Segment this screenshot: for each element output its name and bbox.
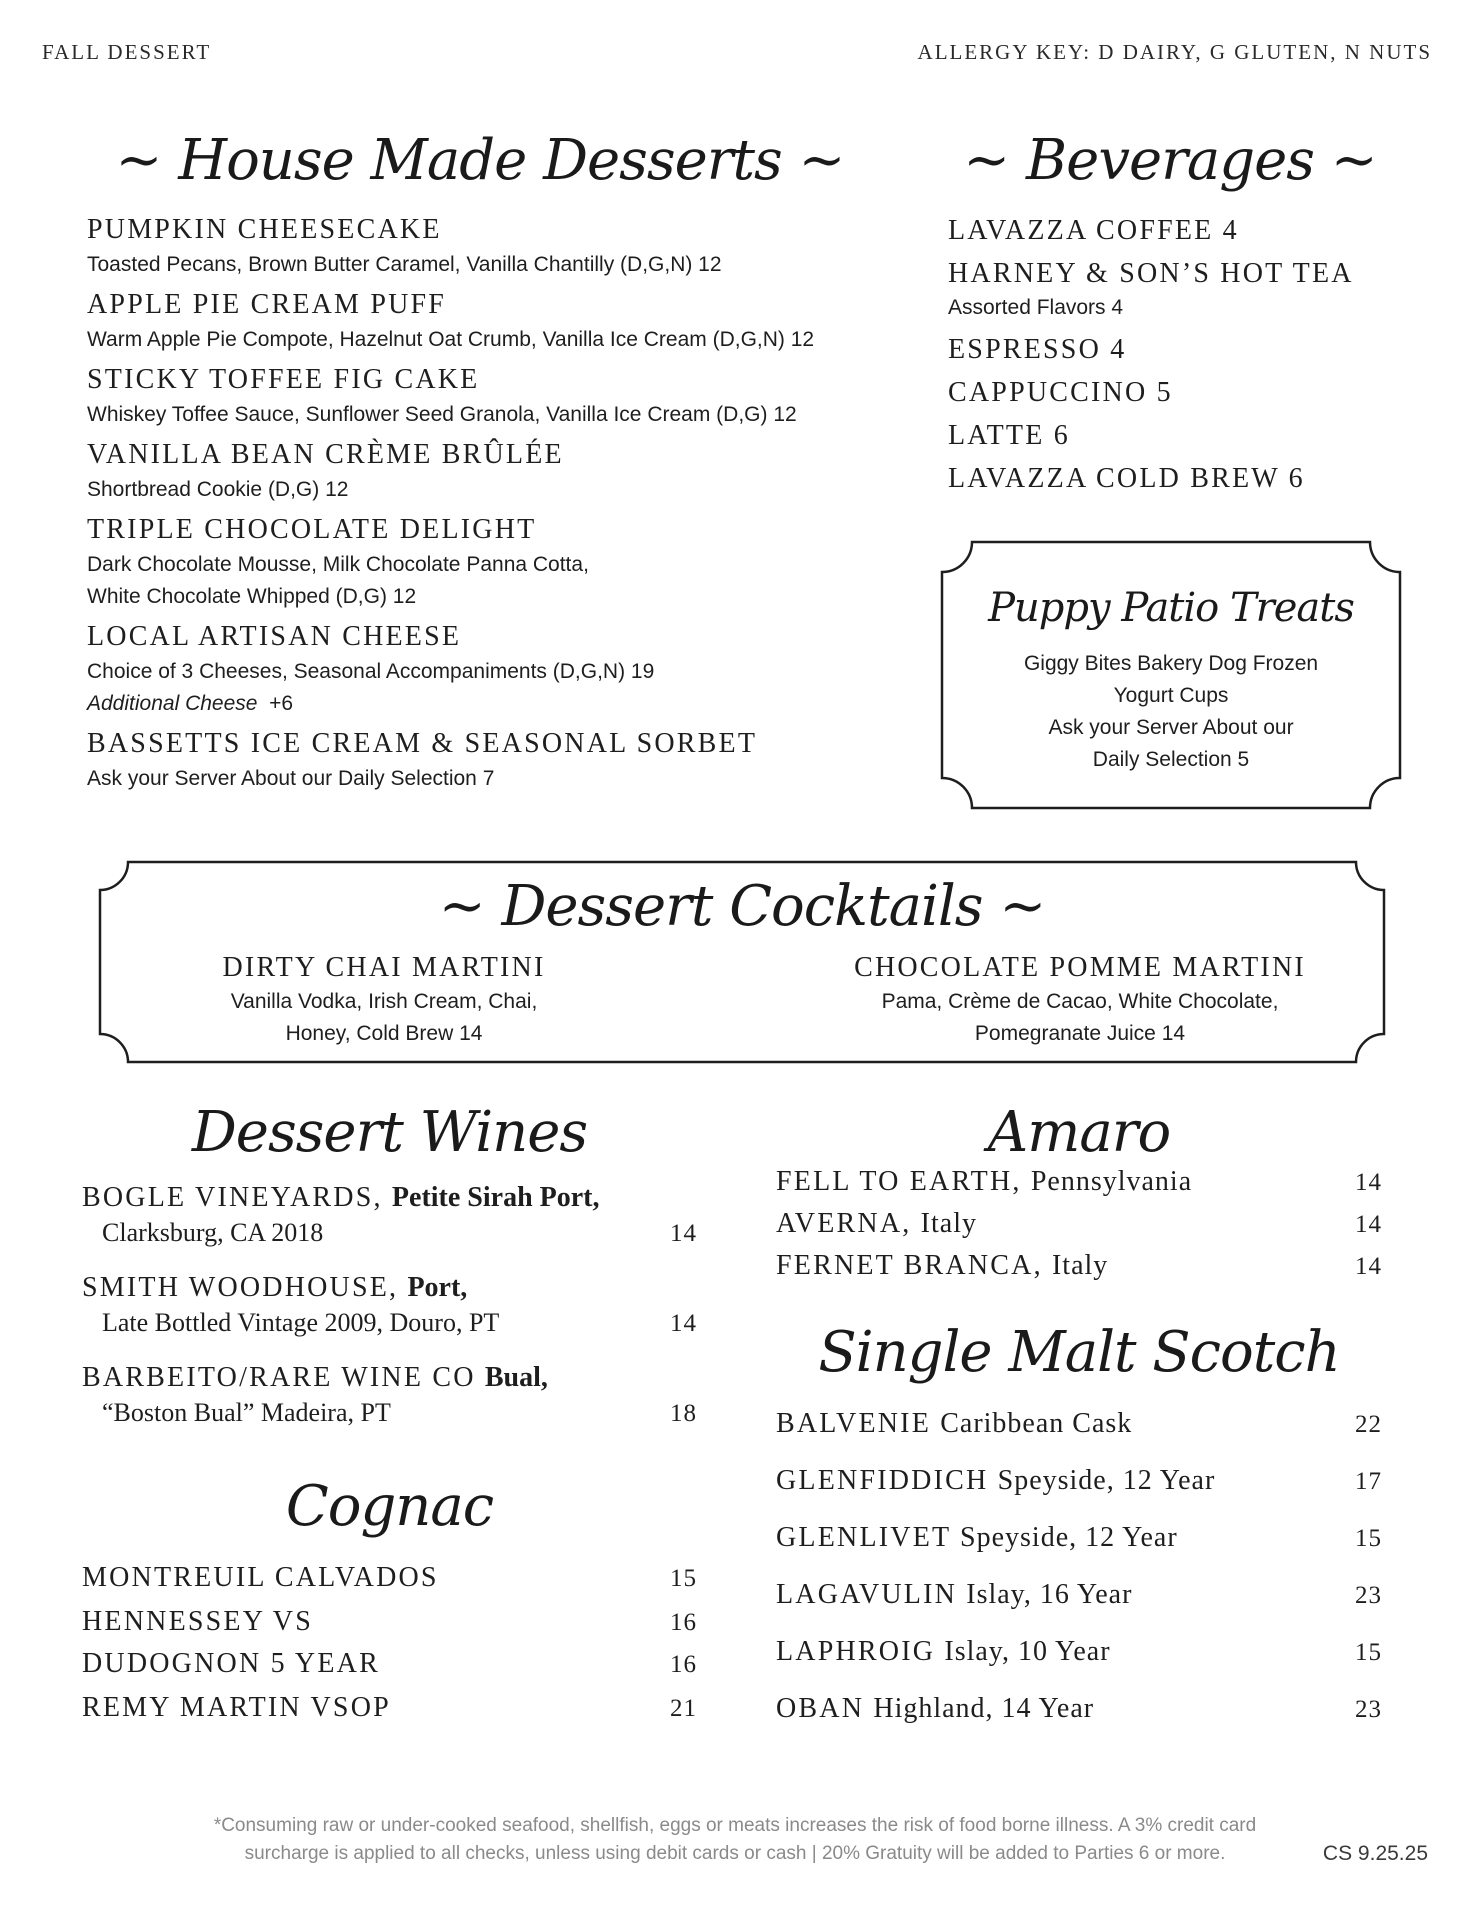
wine-origin: Late Bottled Vintage 2009, Douro, PT [102,1308,500,1337]
cognac-row [82,1692,697,1724]
scotch-detail: Islay, 10 Year [944,1636,1111,1667]
scotch-label: LAPHROIG [776,1636,936,1667]
wine-detail-row [102,1398,697,1428]
additional-cheese-price: +6 [269,692,294,715]
wine-price: 18 [670,1400,697,1427]
wine-origin: Clarksburg, CA 2018 [102,1218,324,1247]
cocktail-item [164,952,604,1050]
allergy-key: ALLERGY KEY: D DAIRY, G GLUTEN, N NUTS [917,40,1432,64]
scotch-detail: Caribbean Cask [940,1408,1133,1439]
dessert-desc: Choice of 3 Cheeses, Seasonal Accompaniments (D,G,N) 19 [87,660,655,683]
cognac-name: HENNESSEY VS [82,1606,313,1637]
puppy-desc [940,648,1402,776]
amaro-row [776,1250,1382,1282]
amaro-label: FERNET BRANCA, [776,1250,1043,1281]
scotch-price: 15 [1355,1525,1382,1552]
cocktail-desc [164,986,604,1050]
cocktail-desc-line: Honey, Cold Brew 14 [285,1022,483,1045]
scotch-name [776,1693,1094,1725]
scotch-price: 23 [1355,1696,1382,1723]
cognac-name: REMY MARTIN VSOP [82,1692,391,1723]
desserts-title: ~ House Made Desserts ~ [115,128,845,193]
wine-style: Bual, [484,1362,548,1393]
beverages-title: ~ Beverages ~ [963,128,1377,193]
dessert-desc: Toasted Pecans, Brown Butter Caramel, Vanilla Chantilly (D,G,N) 12 [87,253,722,276]
cocktails-title: ~ Dessert Cocktails ~ [438,874,1046,939]
puppy-line: Yogurt Cups [1113,684,1229,707]
scotch-detail: Islay, 16 Year [966,1579,1133,1610]
food-safety-disclaimer [120,1812,1350,1868]
cognac-price: 21 [670,1695,697,1722]
dessert-name: APPLE PIE CREAM PUFF [87,289,447,320]
cocktail-name: CHOCOLATE POMME MARTINI [854,952,1306,983]
cocktail-item [820,952,1340,1050]
puppy-line: Ask your Server About our [1048,716,1294,739]
amaro-row [776,1166,1382,1198]
menu-season-label: FALL DESSERT [42,40,212,64]
amaro-name [776,1166,1192,1198]
scotch-title: Single Malt Scotch [818,1320,1340,1385]
wine-name [82,1183,600,1214]
wine-name [82,1273,467,1304]
beverage-item: HARNEY & SON’S HOT TEA [948,258,1354,289]
dessert-name: VANILLA BEAN CRÈME BRÛLÉE [87,439,564,470]
dessert-name: PUMPKIN CHEESECAKE [87,214,442,245]
dessert-desc-line2: White Chocolate Whipped (D,G) 12 [87,585,417,608]
amaro-label: FELL TO EARTH, [776,1166,1022,1197]
wine-producer: SMITH WOODHOUSE, [82,1272,399,1303]
scotch-label: GLENLIVET [776,1522,951,1553]
dessert-desc: Shortbread Cookie (D,G) 12 [87,478,349,501]
cocktail-name: DIRTY CHAI MARTINI [222,952,546,983]
scotch-row [776,1465,1382,1497]
scotch-label: OBAN [776,1693,865,1724]
dessert-name: BASSETTS ICE CREAM & SEASONAL SORBET [87,728,758,759]
cognac-row [82,1606,697,1638]
cognac-row [82,1562,697,1594]
scotch-name [776,1408,1132,1440]
puppy-title: Puppy Patio Treats [988,585,1354,631]
cognac-row [82,1648,697,1680]
beverage-item: CAPPUCCINO 5 [948,377,1173,408]
cocktail-desc-line: Vanilla Vodka, Irish Cream, Chai, [230,990,538,1013]
disclaimer-line: surcharge is applied to all checks, unless using debit cards or cash | 20% Gratuity will be added to Parties 6 or more. [244,1843,1226,1864]
cognac-name: MONTREUIL CALVADOS [82,1562,439,1593]
scotch-price: 17 [1355,1468,1382,1495]
scotch-name [776,1579,1132,1611]
scotch-row [776,1408,1382,1440]
scotch-detail: Speyside, 12 Year [997,1465,1216,1496]
scotch-name [776,1522,1178,1554]
amaro-title: Amaro [987,1100,1171,1165]
cocktail-desc-line: Pama, Crème de Cacao, White Chocolate, [881,990,1279,1013]
scotch-row [776,1579,1382,1611]
amaro-price: 14 [1355,1211,1382,1238]
amaro-label: AVERNA, [776,1208,912,1239]
amaro-name [776,1208,977,1240]
cocktail-desc [820,986,1340,1050]
scotch-price: 23 [1355,1582,1382,1609]
beverage-item: ESPRESSO 4 [948,334,1127,365]
beverage-item: LAVAZZA COFFEE 4 [948,215,1239,246]
amaro-origin: Italy [920,1208,977,1239]
dessert-desc: Warm Apple Pie Compote, Hazelnut Oat Crumb, Vanilla Ice Cream (D,G,N) 12 [87,328,815,351]
scotch-price: 15 [1355,1639,1382,1666]
amaro-price: 14 [1355,1169,1382,1196]
scotch-detail: Speyside, 12 Year [960,1522,1178,1553]
wine-price: 14 [670,1220,697,1247]
scotch-label: BALVENIE [776,1408,932,1439]
cognac-price: 16 [670,1651,697,1678]
cognac-name: DUDOGNON 5 YEAR [82,1648,380,1679]
dessert-name: STICKY TOFFEE FIG CAKE [87,364,480,395]
scotch-label: LAGAVULIN [776,1579,958,1610]
amaro-origin: Italy [1051,1250,1109,1281]
additional-cheese [87,690,293,717]
scotch-name [776,1465,1215,1497]
amaro-row [776,1208,1382,1240]
dessert-name: TRIPLE CHOCOLATE DELIGHT [87,514,537,545]
amaro-price: 14 [1355,1253,1382,1280]
wine-detail-row [102,1218,697,1248]
disclaimer-line: *Consuming raw or under-cooked seafood, shellfish, eggs or meats increases the risk of food borne illness. A 3% credit card [213,1815,1257,1836]
scotch-row [776,1693,1382,1725]
scotch-name [776,1636,1111,1668]
wine-detail-row [102,1308,697,1338]
dessert-desc: Whiskey Toffee Sauce, Sunflower Seed Granola, Vanilla Ice Cream (D,G) 12 [87,403,797,426]
beverage-item: LATTE 6 [948,420,1070,451]
beverage-desc: Assorted Flavors 4 [948,296,1124,319]
wine-price: 14 [670,1310,697,1337]
wine-producer: BARBEITO/RARE WINE CO [82,1362,476,1393]
cognac-price: 15 [670,1565,697,1592]
amaro-name [776,1250,1108,1282]
wine-style: Port, [407,1272,468,1303]
amaro-origin: Pennsylvania [1030,1166,1193,1197]
scotch-label: GLENFIDDICH [776,1465,989,1496]
scotch-row [776,1522,1382,1554]
cognac-title: Cognac [285,1474,494,1539]
wine-style: Petite Sirah Port, [391,1182,600,1213]
scotch-price: 22 [1355,1411,1382,1438]
wines-title: Dessert Wines [191,1100,588,1165]
beverage-item: LAVAZZA COLD BREW 6 [948,463,1305,494]
cocktail-desc-line: Pomegranate Juice 14 [974,1022,1186,1045]
puppy-line: Giggy Bites Bakery Dog Frozen [1023,652,1319,675]
cognac-price: 16 [670,1609,697,1636]
scotch-row [776,1636,1382,1668]
wine-name [82,1363,548,1394]
wine-origin: “Boston Bual” Madeira, PT [102,1398,391,1427]
menu-version-code: CS 9.25.25 [1322,1842,1428,1865]
dessert-desc: Ask your Server About our Daily Selection 7 [87,767,495,790]
dessert-desc: Dark Chocolate Mousse, Milk Chocolate Panna Cotta, [87,553,589,576]
puppy-line: Daily Selection 5 [1092,748,1250,771]
wine-producer: BOGLE VINEYARDS, [82,1182,383,1213]
additional-cheese-label: Additional Cheese [87,692,258,715]
scotch-detail: Highland, 14 Year [873,1693,1095,1724]
dessert-name: LOCAL ARTISAN CHEESE [87,621,462,652]
